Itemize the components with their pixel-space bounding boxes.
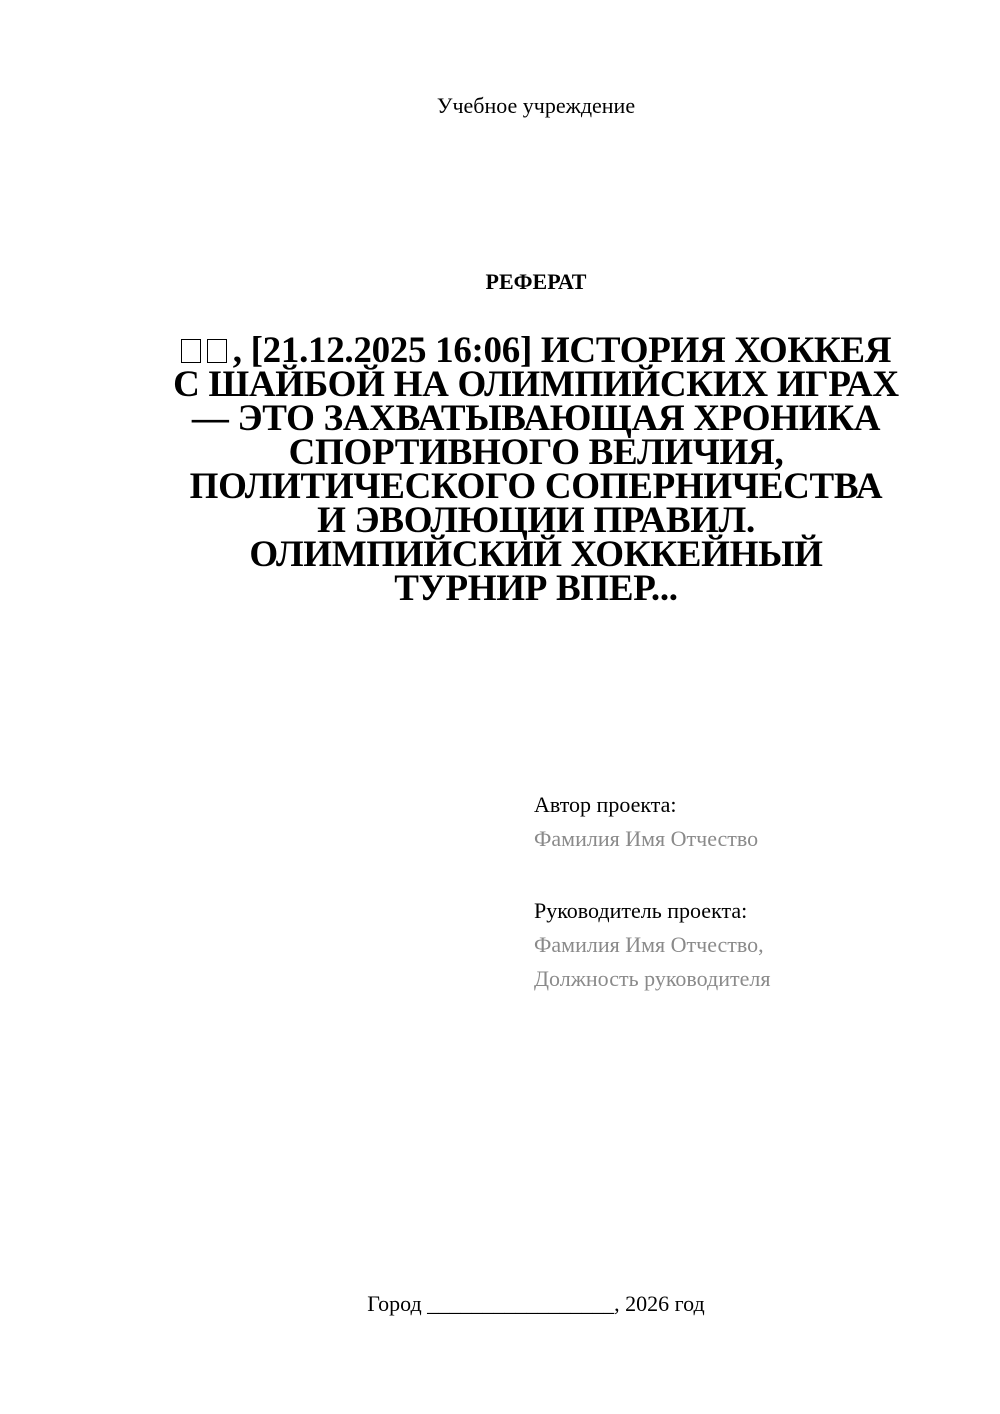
credits-block [534, 788, 974, 996]
document-title [130, 330, 942, 609]
title-line: СПОРТИВНОГО ВЕЛИЧИЯ, [288, 432, 784, 473]
title-line: — ЭТО ЗАХВАТЫВАЮЩАЯ ХРОНИКА [191, 398, 881, 439]
title-line-text: , [21.12.2025 16:06] ИСТОРИЯ ХОККЕЯ [232, 330, 892, 371]
title-line: И ЭВОЛЮЦИИ ПРАВИЛ. [317, 500, 755, 541]
document-type: РЕФЕРАТ [485, 269, 587, 294]
author-name: Фамилия Имя Отчество [534, 826, 759, 851]
institution-name: Учебное учреждение [436, 93, 636, 118]
supervisor-name: Фамилия Имя Отчество, [534, 932, 764, 957]
title-line: ТУРНИР ВПЕР... [394, 568, 678, 609]
title-line: ОЛИМПИЙСКИЙ ХОККЕЙНЫЙ [249, 534, 823, 575]
title-line: ПОЛИТИЧЕСКОГО СОПЕРНИЧЕСТВА [189, 466, 883, 507]
missing-glyph-icon [181, 339, 201, 363]
supervisor-position: Должность руководителя [534, 966, 771, 991]
title-line: С ШАЙБОЙ НА ОЛИМПИЙСКИХ ИГРАХ [173, 364, 899, 405]
supervisor-label: Руководитель проекта: [534, 898, 748, 923]
author-label: Автор проекта: [534, 792, 677, 817]
missing-glyph-icon [207, 339, 227, 363]
title-line [130, 330, 942, 371]
city-year-footer: Город _________________, 2026 год [367, 1291, 705, 1316]
